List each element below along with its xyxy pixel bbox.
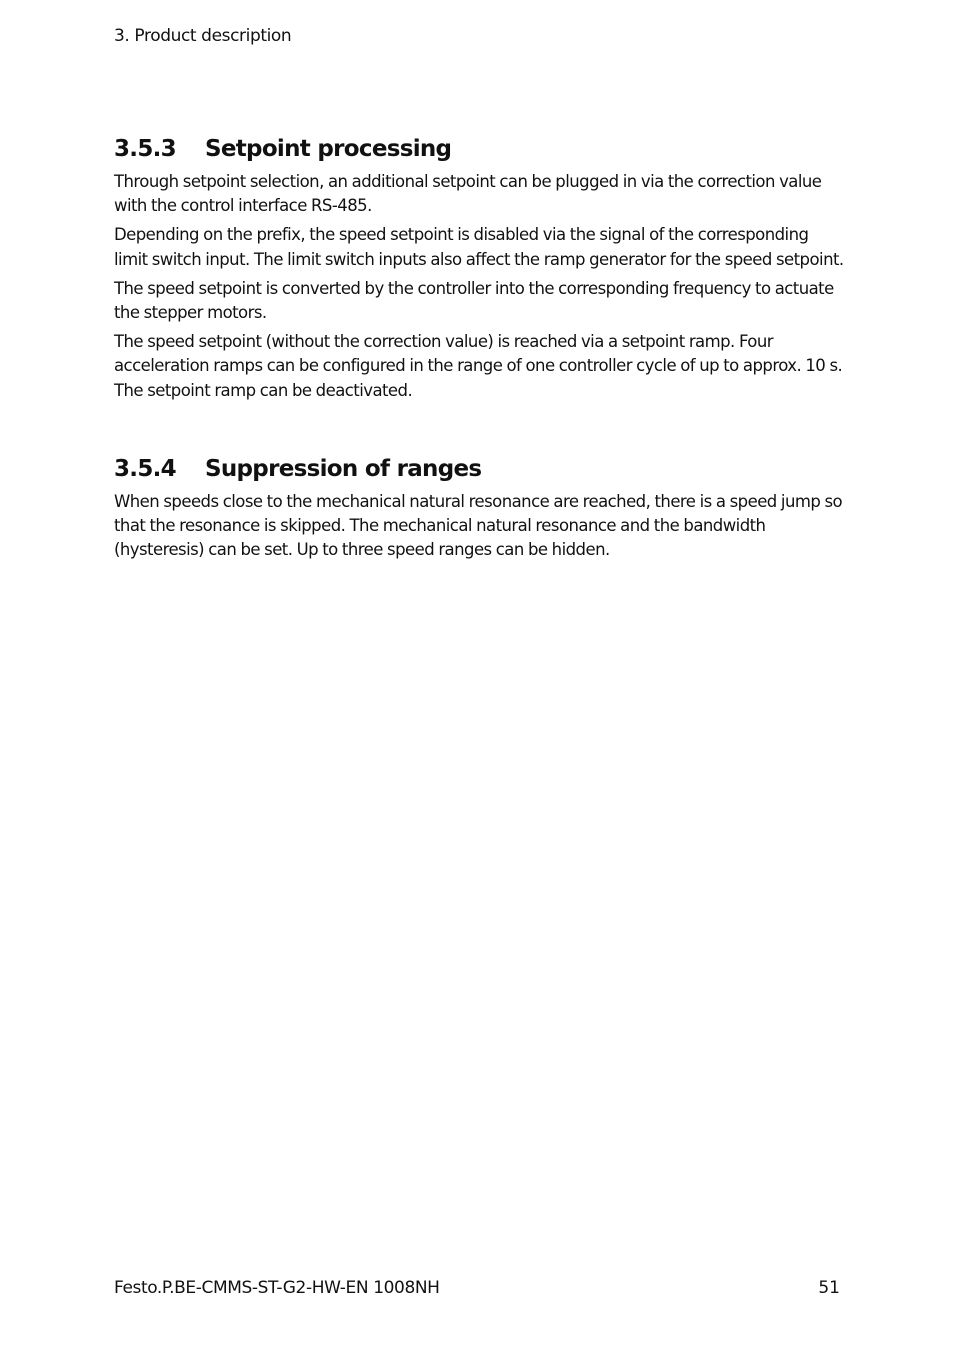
section-heading: [114, 454, 844, 484]
paragraph: The speed setpoint (without the correction value) is reached via a setpoint ramp. Four acceleration ramps can be configured in the range of one controller cycle of up to approx. 10 s. The setpoint ramp can be deactivated.: [114, 332, 843, 400]
paragraph: The speed setpoint is converted by the controller into the corresponding frequency to actuate the stepper motors.: [114, 278, 834, 323]
section-setpoint-processing: [114, 134, 844, 408]
paragraph: Through setpoint selection, an additional setpoint can be plugged in via the correction value with the control interface RS-485.: [114, 172, 822, 216]
section-title: Suppression of ranges: [205, 456, 482, 482]
footer-page-number: 51: [818, 1278, 840, 1298]
paragraph: Depending on the prefix, the speed setpoint is disabled via the signal of the corresponding limit switch input. The limit switch inputs also affect the ramp generator for the speed setpoint.: [114, 225, 844, 269]
running-header: 3. Product description: [114, 26, 292, 46]
footer-document-id: Festo.P.BE-CMMS-ST-G2-HW-EN 1008NH: [114, 1278, 440, 1298]
section-heading: [114, 134, 844, 164]
paragraph: When speeds close to the mechanical natural resonance are reached, there is a speed jump so that the resonance is skipped. The mechanical natural resonance and the bandwidth (hysteresis) can be set. Up to three speed ranges can be hidden.: [114, 492, 843, 560]
section-number: 3.5.3: [114, 136, 176, 162]
section-title: Setpoint processing: [205, 136, 452, 162]
section-suppression-of-ranges: [114, 454, 844, 568]
section-number: 3.5.4: [114, 456, 176, 482]
